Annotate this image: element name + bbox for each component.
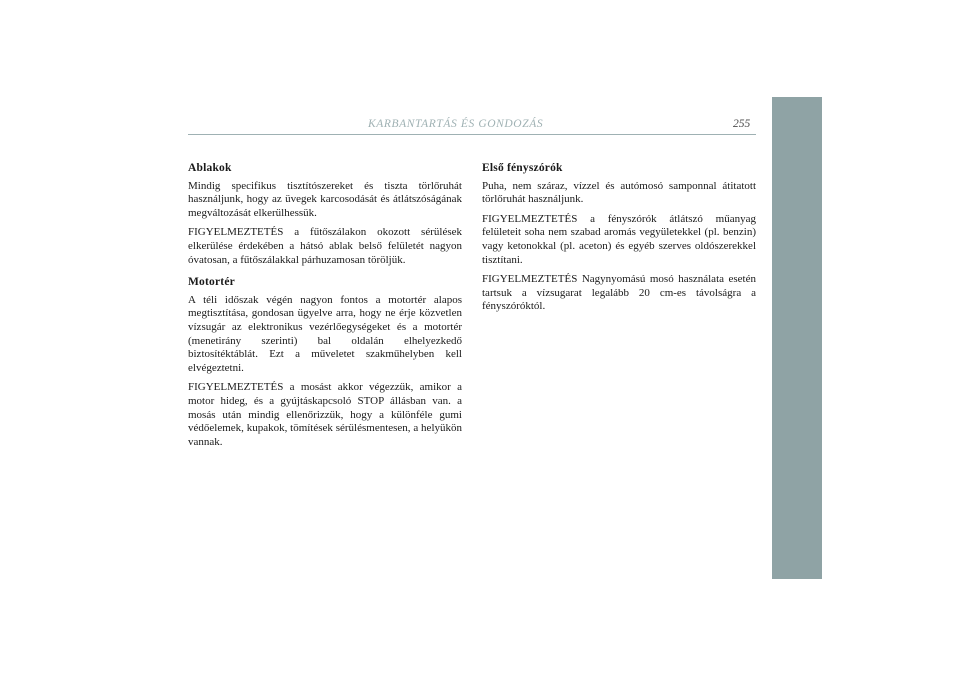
section-heading-elso-fenyszorok: Első fényszórók — [482, 162, 563, 174]
section-heading-ablakok: Ablakok — [188, 162, 232, 174]
chapter-title: KARBANTARTÁS ÉS GONDOZÁS — [368, 118, 544, 130]
paragraph: Mindig specifikus tisztítószereket és tiszta törlőruhát használjunk, hogy az üvegek karcosodását és átlátszóságának megváltozását elkerülhessük. — [188, 179, 462, 219]
left-column — [188, 162, 462, 455]
header-divider — [188, 134, 756, 135]
right-column — [482, 162, 756, 320]
paragraph: FIGYELMEZTETÉS a fűtőszálakon okozott sérülések elkerülése érdekében a hátsó ablak belső felületét nagyon óvatosan, a fűtőszálakkal párhuzamosan töröljük. — [188, 226, 462, 266]
paragraph: FIGYELMEZTETÉS Nagynyomású mosó használata esetén tartsuk a vízsugarat legalább 20 cm-es távolságra a fényszóróktól. — [482, 273, 756, 313]
paragraph: Puha, nem száraz, vízzel és autómosó samponnal átitatott törlőruhát használjunk. — [482, 179, 756, 206]
page-number: 255 — [733, 118, 751, 130]
paragraph: FIGYELMEZTETÉS a fényszórók átlátszó műanyag felületeit soha nem szabad aromás vegyületekkel (pl. benzin) vagy ketonokkal (pl. aceton) és egyéb szerves oldószerekkel tisztítani. — [482, 212, 756, 266]
paragraph: A téli időszak végén nagyon fontos a motortér alapos megtisztítása, gondosan ügyelve arra, hogy ne érje közvetlen vízsugár az elektronikus vezérlőegységeket és a motortér (menetirány szerinti) bal oldalán elhelyezkedő biztosítéktáblát. Ezt a műveletet szakműhelyben kell elvégeztetni. — [188, 293, 462, 374]
section-heading-motorter: Motortér — [188, 276, 235, 289]
chapter-side-tab — [772, 97, 822, 579]
paragraph: FIGYELMEZTETÉS a mosást akkor végezzük, amikor a motor hideg, és a gyújtáskapcsoló STOP állásban van. a mosás után mindig ellenőrizzük, hogy a különféle gumi védőelemek, kupakok, tömítések sérülésmentesen, a helyükön vannak. — [188, 381, 462, 448]
